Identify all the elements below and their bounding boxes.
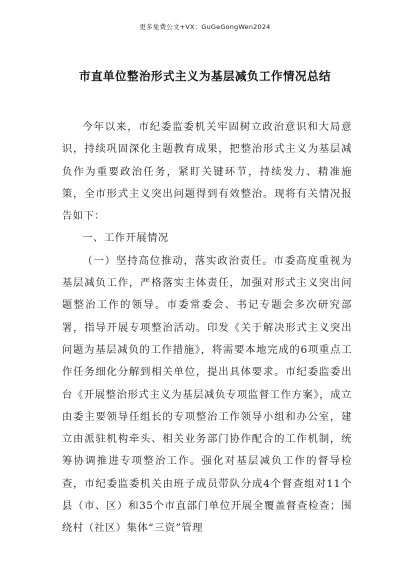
section-paragraph: （一）坚持高位推动，落实政治责任。市委高度重视为基层减负工作，严格落实主体责任，加强对形式主义突出问题整治工作的领导。市委常委会、书记专题会多次研究部署，指导开展专项整治活动。印发《关于解决形式主义突出问题为基层减负的工作措施》，将需要本地完成的6项重点工作任务细化分解到相关单位，提出具体要求。市纪委监委出台《开展整治形式主义为基层减负专项监督工作方案》，成立由委主要领导任组长的专项整治工作领导小组和办公室，建立由派驻机构牵头、相关业务部门协作配合的工作机制，统筹协调推进专项整治工作。强化对基层减负工作的督导检查，市纪委监委机关由班子成员带队分成4个督查组对11个县（市、区）和35个市直部门单位开展全覆盖督查检查；围绕村（社区）集体“三资”管理 bbox=[62, 255, 352, 535]
header-note: 更多免费公文+VX：GuGeGongWen2024 bbox=[139, 23, 271, 31]
intro-paragraph: 今年以来，市纪委监委机关牢固树立政治意识和大局意识，持续巩固深化主题教育成果，把整治形式主义为基层减负作为重要政治任务，紧盯关键环节，持续发力、精准施策，全市形式主义突出问题得到有效整治。现将有关情况报告如下： bbox=[62, 122, 352, 223]
section-heading: 一、工作开展情况 bbox=[82, 233, 169, 245]
document-body bbox=[62, 117, 352, 541]
document-title: 市直单位整治形式主义为基层减负工作情况总结 bbox=[79, 69, 331, 83]
